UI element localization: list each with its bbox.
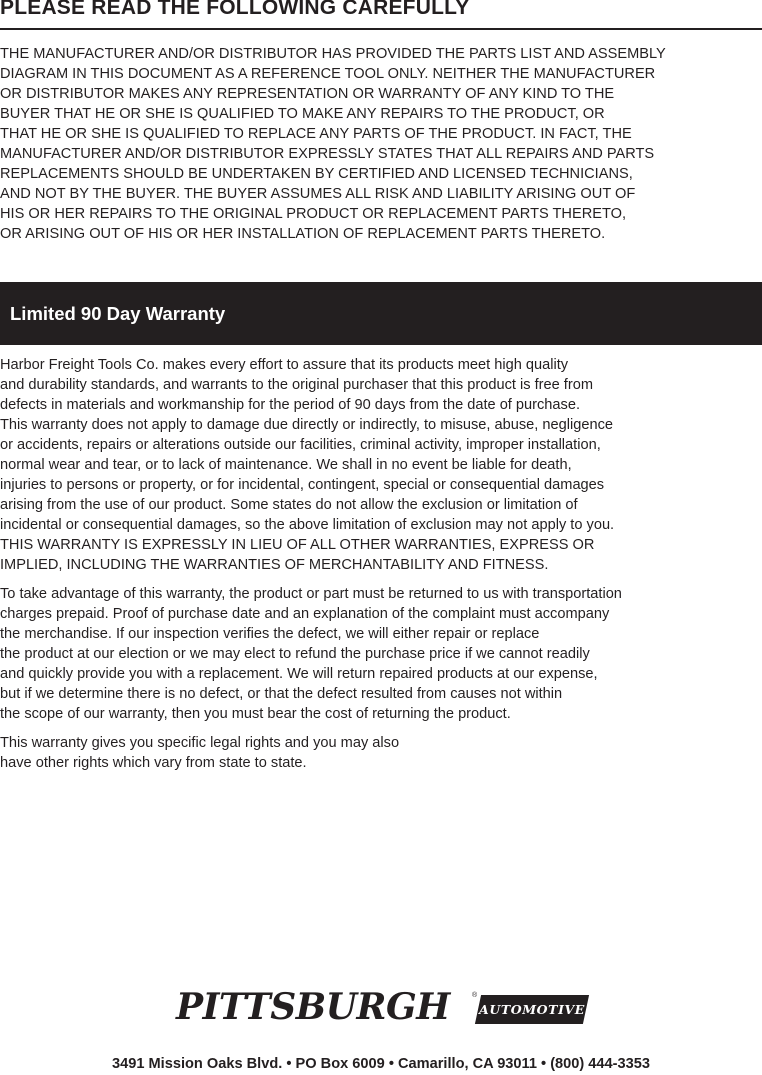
disclaimer-block	[0, 44, 762, 244]
warranty-paragraph-claims	[0, 584, 762, 724]
warranty-line: but if we determine there is no defect, or that the defect resulted from causes not within	[0, 686, 563, 702]
warranty-line: injuries to persons or property, or for incidental, contingent, special or consequential damages	[0, 477, 605, 493]
disclaimer-line: BUYER THAT HE OR SHE IS QUALIFIED TO MAKE ANY REPAIRS TO THE PRODUCT, OR	[0, 106, 605, 122]
warranty-line: IMPLIED, INCLUDING THE WARRANTIES OF MERCHANTABILITY AND FITNESS.	[0, 557, 549, 573]
disclaimer-line: THAT HE OR SHE IS QUALIFIED TO REPLACE ANY PARTS OF THE PRODUCT. IN FACT, THE	[0, 126, 632, 142]
logo-wordmark: PITTSBURGH	[176, 986, 450, 1028]
disclaimer-line: AND NOT BY THE BUYER. THE BUYER ASSUMES ALL RISK AND LIABILITY ARISING OUT OF	[0, 186, 636, 202]
disclaimer-line: OR ARISING OUT OF HIS OR HER INSTALLATION OF REPLACEMENT PARTS THERETO.	[0, 226, 606, 242]
warranty-line: and durability standards, and warrants to the original purchaser that this product is free from	[0, 377, 593, 393]
warranty-line: incidental or consequential damages, so the above limitation of exclusion may not apply to you.	[0, 517, 615, 533]
warranty-body	[0, 355, 762, 782]
registered-mark: ®	[472, 992, 478, 999]
disclaimer-line: DIAGRAM IN THIS DOCUMENT AS A REFERENCE TOOL ONLY. NEITHER THE MANUFACTURER	[0, 66, 656, 82]
disclaimer-line: OR DISTRIBUTOR MAKES ANY REPRESENTATION OR WARRANTY OF ANY KIND TO THE	[0, 86, 615, 102]
page-heading: PLEASE READ THE FOLLOWING CAREFULLY	[0, 0, 470, 19]
heading-divider	[0, 28, 762, 30]
logo-tagline-box	[475, 995, 589, 1024]
warranty-line: charges prepaid. Proof of purchase date and an explanation of the complaint must accompany	[0, 606, 610, 622]
disclaimer-line: MANUFACTURER AND/OR DISTRIBUTOR EXPRESSLY STATES THAT ALL REPAIRS AND PARTS	[0, 146, 655, 162]
warranty-line: normal wear and tear, or to lack of maintenance. We shall in no event be liable for death,	[0, 457, 572, 473]
warranty-line: arising from the use of our product. Some states do not allow the exclusion or limitation of	[0, 497, 578, 513]
pittsburgh-automotive-logo	[176, 986, 588, 1030]
warranty-line: THIS WARRANTY IS EXPRESSLY IN LIEU OF ALL OTHER WARRANTIES, EXPRESS OR	[0, 537, 595, 553]
warranty-paragraph-terms	[0, 355, 762, 575]
warranty-line: This warranty gives you specific legal rights and you may also	[0, 735, 400, 751]
warranty-title: Limited 90 Day Warranty	[10, 303, 226, 324]
disclaimer-line: THE MANUFACTURER AND/OR DISTRIBUTOR HAS PROVIDED THE PARTS LIST AND ASSEMBLY	[0, 46, 666, 62]
footer-address: 3491 Mission Oaks Blvd. • PO Box 6009 • Camarillo, CA 93011 • (800) 444-3353	[111, 1056, 650, 1072]
warranty-line: have other rights which vary from state to state.	[0, 755, 307, 771]
warranty-line: defects in materials and workmanship for the period of 90 days from the date of purchase.	[0, 397, 581, 413]
disclaimer-line: REPLACEMENTS SHOULD BE UNDERTAKEN BY CERTIFIED AND LICENSED TECHNICIANS,	[0, 166, 633, 182]
warranty-banner	[0, 282, 762, 345]
warranty-line: or accidents, repairs or alterations outside our facilities, criminal activity, improper installation,	[0, 437, 601, 453]
warranty-paragraph-rights	[0, 733, 762, 773]
warranty-line: the merchandise. If our inspection verifies the defect, we will either repair or replace	[0, 626, 540, 642]
disclaimer-line: HIS OR HER REPAIRS TO THE ORIGINAL PRODUCT OR REPLACEMENT PARTS THERETO,	[0, 206, 627, 222]
warranty-line: the scope of our warranty, then you must bear the cost of returning the product.	[0, 706, 511, 722]
warranty-line: This warranty does not apply to damage due directly or indirectly, to misuse, abuse, negligence	[0, 417, 613, 433]
logo-tagline: AUTOMOTIVE	[479, 1002, 585, 1017]
warranty-line: To take advantage of this warranty, the product or part must be returned to us with transportation	[0, 586, 622, 602]
warranty-line: Harbor Freight Tools Co. makes every effort to assure that its products meet high quality	[0, 357, 569, 373]
warranty-line: the product at our election or we may elect to refund the purchase price if we cannot readily	[0, 646, 590, 662]
warranty-line: and quickly provide you with a replacement. We will return repaired products at our expense,	[0, 666, 598, 682]
